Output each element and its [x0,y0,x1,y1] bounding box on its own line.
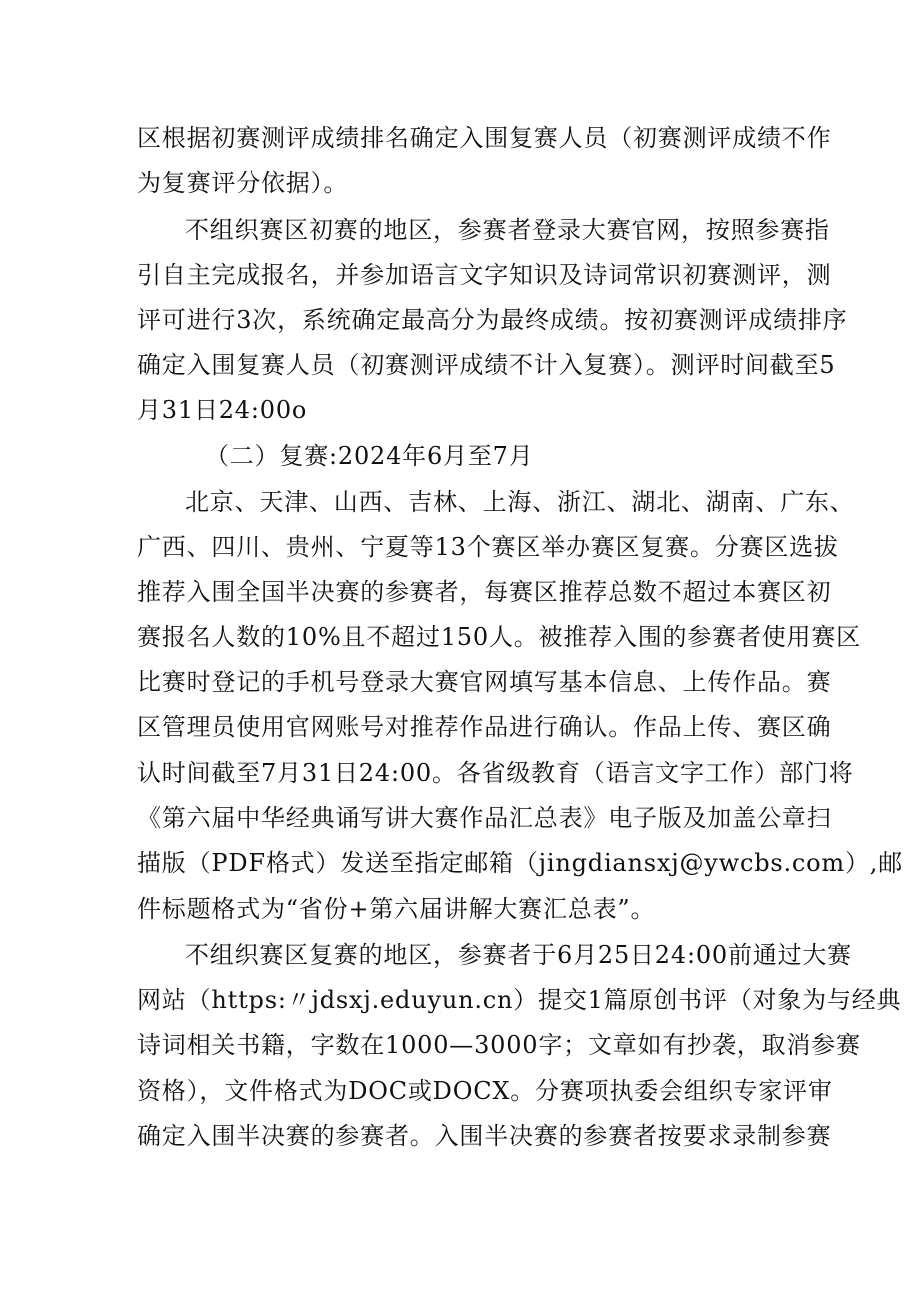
text-line: 《第六届中华经典诵写讲大赛作品汇总表》电子版及加盖公章扫 [137,804,832,832]
text-line: 件标题格式为“省份+第六届讲解大赛汇总表”。 [137,895,656,923]
section-heading: （二）复赛:2024年6月至7月 [205,442,534,470]
text-line: 网站（https:〃jdsxj.eduyun.cn）提交1篇原创书评（对象为与经典 [137,986,902,1014]
paragraph-first-line: 不组织赛区复赛的地区，参赛者于6月25日24:00前通过大赛 [185,941,852,969]
text-line: 推荐入围全国半决赛的参赛者，每赛区推荐总数不超过本赛区初 [137,578,832,606]
text-line: 确定入围复赛人员（初赛测评成绩不计入复赛）。测评时间截至5 [137,351,836,379]
paragraph-first-line: 北京、天津、山西、吉林、上海、浙江、湖北、湖南、广东、 [185,488,855,516]
text-line: 赛报名人数的10%且不超过150人。被推荐入围的参赛者使用赛区 [137,623,861,651]
text-line: 评可进行3次，系统确定最高分为最终成绩。按初赛测评成绩排序 [137,306,848,334]
text-line: 描版（PDF格式）发送至指定邮箱（jingdiansxj@ywcbs.com）,邮 [137,849,904,877]
text-line: 引自主完成报名，并参加语言文字知识及诗词常识初赛测评，测 [137,261,832,289]
text-line: 月31日24:00o [137,396,308,424]
text-line: 资格），文件格式为DOC或DOCX。分赛项执委会组织专家评审 [137,1077,833,1105]
text-line: 确定入围半决赛的参赛者。入围半决赛的参赛者按要求录制参赛 [137,1122,832,1150]
text-line: 区管理员使用官网账号对推荐作品进行确认。作品上传、赛区确 [137,713,832,741]
paragraph-first-line: 不组织赛区初赛的地区，参赛者登录大赛官网，按照参赛指 [185,216,830,244]
text-line: 为复赛评分依据）。 [137,169,349,197]
text-line: 认时间截至7月31日24:00。各省级教育（语言文字工作）部门将 [137,759,854,787]
text-line: 诗词相关书籍，字数在1000—3000字；文章如有抄袭，取消参赛 [137,1031,861,1059]
text-line: 广西、四川、贵州、宁夏等13个赛区举办赛区复赛。分赛区选拔 [137,533,839,561]
text-line: 区根据初赛测评成绩排名确定入围复赛人员（初赛测评成绩不作 [137,124,832,152]
text-line: 比赛时登记的手机号登录大赛官网填写基本信息、上传作品。赛 [137,668,832,696]
